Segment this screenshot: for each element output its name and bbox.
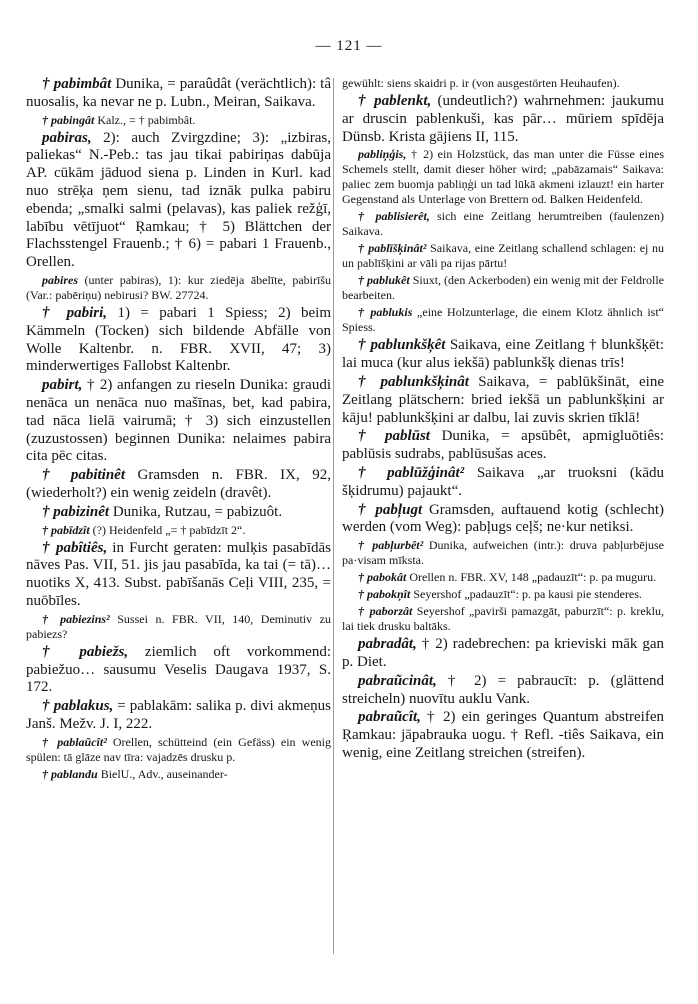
entry-headword: † pablaũcît²	[42, 734, 107, 749]
dictionary-entry	[342, 587, 664, 602]
entry-headword: † pabļurbêt²	[358, 538, 424, 553]
dictionary-entry	[342, 147, 664, 207]
dictionary-entry	[26, 612, 331, 642]
right-column	[342, 76, 664, 764]
entry-text: Saikava, eine Zeitlang † blunkšķēt: lai muca (kur alus iekšā) pablunkšķ dienas trīs!	[342, 337, 664, 372]
entry-headword: † pabitinêt	[42, 467, 125, 484]
entry-text: Saikava, eine Zeitlang schallend schlagen: ej nu un pablīšķini ar vāli pa rijas pārtu!	[342, 241, 665, 271]
entry-text: † 2) radebrechen: pa krieviski māk gan p. Diet.	[342, 636, 664, 670]
entry-text: † 2) ein Holzstück, das man unter die Füsse eines Schemels stellt, damit dieser höher wird; „pabāzamais“ Saikava: paliec zem buomja pabliņģi un tad lūkā akmeni izlauzt! ein harter Gegenstand als Unterlage von Brettern od. Balken Heidenfeld.	[342, 147, 664, 207]
entry-text: 1) = pabari 1 Spiess; 2) beim Kämmeln (Tocken) sich bildende Abfälle von Wolle Kaltenbr. n. FBR. XVII, 47; 3) minderwertiges Fallobst Kaltenbr.	[26, 304, 331, 375]
entry-text: gewühlt: siens skaidri p. ir (von ausgestörten Heuhaufen).	[342, 76, 620, 90]
dictionary-entry	[26, 305, 331, 376]
entry-text: (unter pabiras), 1): kur ziedēja ābelīte, pabirīšu (Var.: pabēriņu) nebirusi? BW. 27724.	[26, 272, 331, 302]
entry-text: Seyershof „pavirši pamazgāt, paburzīt“: p. kreklu, lai tiek drusku baltāks.	[342, 604, 664, 634]
dictionary-entry	[26, 767, 331, 782]
entry-headword: † pablakus,	[42, 698, 114, 715]
entry-text: † 2) anfangen zu rieseln Dunika: graudi nenāca un nenāca nuo mašīnas, bet, kad pabira, tad nāca lielā vairumā; † 3) sich einzustellen (zuzustossen) beginnen Dunika: nelaimes pabira cita pēc citas.	[26, 377, 331, 465]
entry-text: Seyershof „padauzīt“: p. pa kausi pie stenderes.	[410, 587, 642, 602]
entry-headword: pabraũcît,	[358, 709, 421, 726]
dictionary-entry	[342, 604, 664, 634]
entry-headword: † pabļugt	[358, 501, 423, 518]
page-number: — 121 —	[315, 38, 383, 54]
entry-text: sich eine Zeitlang herumtreiben (faulenzen) Saikava.	[342, 209, 665, 239]
dictionary-entry	[342, 709, 664, 762]
entry-headword: pabires	[42, 272, 78, 287]
entry-headword: † pabingât	[42, 112, 95, 127]
dictionary-entry	[26, 113, 331, 128]
dictionary-entry	[342, 93, 664, 146]
entry-headword: † pabimbât	[42, 76, 112, 92]
entry-headword: † pablukêt	[358, 273, 410, 288]
dictionary-entry	[26, 644, 331, 697]
entry-headword: † pablunkšķinât	[358, 373, 469, 390]
dictionary-entry	[342, 76, 664, 91]
entry-headword: † pabiežs,	[42, 643, 129, 660]
dictionary-entry	[342, 570, 664, 585]
entry-headword: † pabizinêt	[42, 503, 110, 520]
entry-headword: † pabīdzît	[42, 522, 90, 537]
dictionary-entry	[26, 540, 331, 611]
entry-text: (?) Heidenfeld „= † pabīdzīt 2“.	[89, 522, 246, 537]
dictionary-entry	[26, 698, 331, 734]
entry-text: Orellen n. FBR. XV, 148 „padauzīt“: p. pa muguru.	[406, 570, 657, 585]
entry-headword: † pablīšķinât²	[358, 241, 427, 256]
entry-headword: † pabîtiês,	[42, 539, 108, 556]
dictionary-entry	[342, 209, 664, 239]
entry-headword: † pablisierêt,	[358, 209, 430, 224]
entry-text: Gramsden, auftauend kotig (schlecht) werden (vom Weg): pabļugs ceļš; ne·kur netiksi.	[342, 501, 664, 536]
dictionary-entry	[342, 428, 664, 464]
entry-headword: † pablunkšķêt	[358, 337, 446, 354]
dictionary-entry	[26, 377, 331, 466]
dictionary-entry	[26, 523, 331, 538]
entry-headword: † pablūst	[358, 428, 430, 445]
dictionary-entry	[342, 636, 664, 672]
entry-headword: † paborzât	[358, 604, 413, 619]
entry-text: † 2) ein geringes Quantum abstreifen Ŗamkau: jāpabrauka uogu. † Refl. -tiês Saikava, ein wenig, eine Zeitlang streichen (streifen).	[342, 709, 664, 761]
dictionary-entry	[26, 504, 331, 522]
entry-text: Saikava, = pablūkšināt, eine Zeitlang plätschern: bried iekšā un pablunkšķini ar kāju! pablunkšķini ar dalbu, lai zuvis skrien tīklā!	[342, 373, 664, 426]
entry-headword: † pabiezins²	[42, 611, 110, 626]
dictionary-entry	[342, 673, 664, 709]
entry-text: = pablakām: salika p. divi akmeņus Janš. Mežv. J. I, 222.	[26, 698, 331, 732]
dictionary-entry	[342, 502, 664, 538]
column-divider	[333, 78, 334, 954]
entry-text: ziemlich oft vorkommend: pabiežuo… sausumu Veselis Daugava 1937, S. 172.	[26, 643, 332, 696]
dictionary-entry	[26, 76, 331, 112]
entry-headword: pabliņģis,	[358, 147, 407, 162]
dictionary-entry	[342, 374, 664, 427]
entry-text: Dunika, aufweichen (intr.): druva pabļurbējuse pa·visam mīksta.	[342, 538, 665, 568]
dictionary-entry	[26, 273, 331, 303]
dictionary-entry	[26, 735, 331, 765]
dictionary-entry	[26, 130, 331, 272]
dictionary-entry	[342, 337, 664, 373]
entry-headword: † pablandu	[42, 766, 98, 781]
entry-text: Siuxt, (den Ackerboden) ein wenig mit der Feldrolle bearbeiten.	[342, 273, 664, 303]
entry-text: (undeutlich?) wahrnehmen: jaukumu ar druscin pablenkuši, kas pār… mūriem spīdēja Dünsb. Krista gājiens II, 115.	[342, 93, 664, 145]
left-column	[26, 76, 331, 784]
dictionary-entry	[342, 465, 664, 501]
dictionary-entry	[342, 241, 664, 271]
entry-text: Kalz., = † pabimbât.	[94, 112, 196, 127]
entry-headword: † pablenkt,	[358, 93, 432, 109]
entry-headword: pabraũcinât,	[358, 672, 437, 689]
entry-headword: † pablukis	[358, 305, 413, 320]
entry-text: 2): auch Zvirgzdine; 3): „izbiras, paliekas“ N.-Peb.: tas jau tikai pabiriņas dabūja AP. cūkām jāduod siena p. Linden in Kurl. kad nuo strēķa ņem sienu, tad iznāk pulka pabiru ebenda; „smalki salmi (pelavas), kas paliek režģī, labību vētījuot“ Ŗamkau; † 5) Blättchen der Flachsstengel Frauenb.; † 6) = pabari 1 Frauenb., Orellen.	[26, 129, 331, 271]
dictionary-entry	[26, 467, 331, 503]
entry-text: Dunika, = paraûdât (verächtlich): tâ nuosalis, ka nevar ne p. Lubn., Meiran, Saikava.	[26, 76, 331, 110]
entry-text: Dunika, Rutzau, = pabizuôt.	[109, 503, 283, 520]
entry-text: Orellen, schütteind (ein Gefäss) ein wenig spülen: tā glāze nav tīra: vajadzēs drusku p.	[26, 734, 331, 764]
entry-headword: pabiras,	[42, 129, 92, 146]
entry-headword: † pabokât	[358, 570, 407, 585]
entry-headword: † pabokņît	[358, 587, 411, 602]
entry-text: † 2) = pabraucīt: p. (glättend streicheln) nuovītu auklu Vank.	[342, 672, 664, 707]
entry-headword: pabradât,	[358, 636, 417, 653]
entry-headword: pabirt,	[42, 377, 83, 394]
dictionary-entry	[342, 273, 664, 303]
entry-text: „eine Holzunterlage, die einem Klotz ähnlich ist“ Spiess.	[342, 305, 665, 335]
dictionary-entry	[342, 538, 664, 568]
entry-text: Saikava „ar truoksni (kādu šķidrumu) pajaukt“.	[342, 464, 664, 499]
entry-headword: † pabiri,	[42, 304, 108, 321]
entry-text: Gramsden n. FBR. IX, 92, (wiederholt?) ein wenig zeideln (dravêt).	[26, 467, 332, 501]
entry-text: in Furcht geraten: mulķis pasabīdās nāves Pas. VII, 51. jis jau pasabīda, ka tai (= tā)… nuotiks X, 413. Subst. pabīšanās Ceļi VIII, 235, = nuōbīles.	[26, 539, 331, 609]
entry-text: BielU., Adv., auseinander-	[97, 766, 228, 781]
entry-text: Sussei n. FBR. VII, 140, Deminutiv zu pabiezs?	[26, 611, 331, 641]
dictionary-entry	[342, 305, 664, 335]
entry-headword: † pablūžģinât²	[358, 464, 465, 481]
entry-text: Dunika, = apsūbêt, apmigluōtiês: pablūsis sudrabs, pablūsušas aces.	[342, 428, 664, 463]
